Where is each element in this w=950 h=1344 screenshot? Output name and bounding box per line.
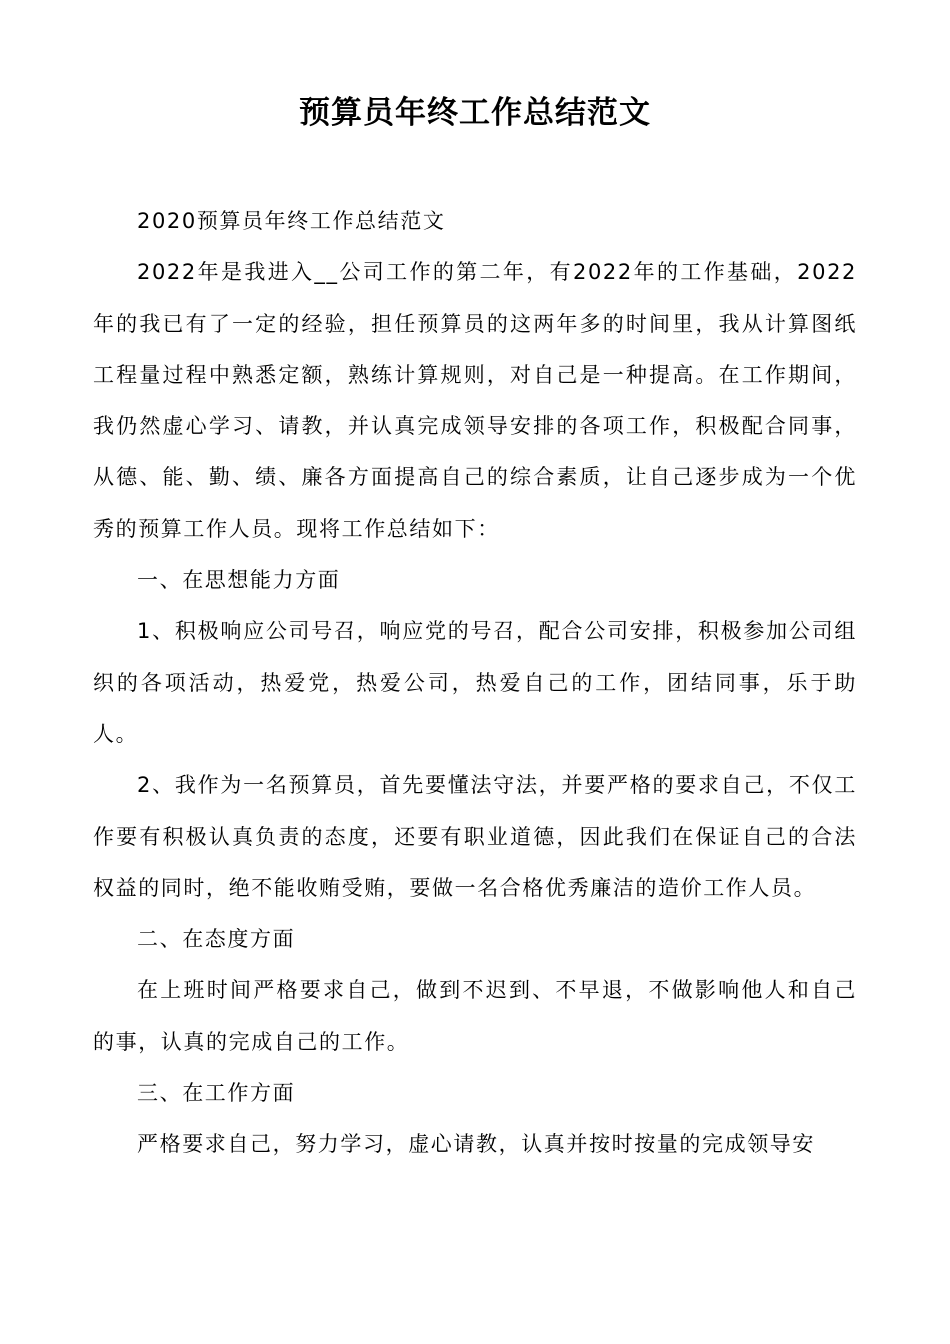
subtitle-paragraph: 2020预算员年终工作总结范文 — [137, 209, 446, 233]
intro-paragraph: 2022年是我进入__公司工作的第二年，有2022年的工作基础，2022年的我已有了一定的经验，担任预算员的这两年多的时间里，我从计算图纸工程量过程中熟悉定额，熟练计算规则，对自己是一种提高。在工作期间，我仍然虚心学习、请教，并认真完成领导安排的各项工作，积极配合同事，从德、能、勤、绩、廉各方面提高自己的综合素质，让自己逐步成为一个优秀的预算工作人员。现将工作总结如下： — [93, 260, 857, 541]
section-heading-work: 三、在工作方面 — [137, 1081, 296, 1106]
section-heading-thought: 一、在思想能力方面 — [137, 568, 341, 593]
thought-item-1: 1、积极响应公司号召，响应党的号召，配合公司安排，积极参加公司组织的各项活动，热爱党，热爱公司，热爱自己的工作，团结同事，乐于助人。 — [93, 619, 857, 746]
document-title: 预算员年终工作总结范文 — [299, 95, 651, 131]
attitude-paragraph: 在上班时间严格要求自己，做到不迟到、不早退，不做影响他人和自己的事，认真的完成自己的工作。 — [93, 978, 857, 1054]
document-body — [93, 196, 857, 1171]
section-heading-attitude: 二、在态度方面 — [137, 927, 296, 952]
work-paragraph: 严格要求自己，努力学习，虚心请教，认真并按时按量的完成领导安 — [137, 1132, 815, 1157]
thought-item-2: 2、我作为一名预算员，首先要懂法守法，并要严格的要求自己，不仅工作要有积极认真负责的态度，还要有职业道德，因此我们在保证自己的合法权益的同时，绝不能收贿受贿，要做一名合格优秀廉洁的造价工作人员。 — [93, 773, 857, 900]
